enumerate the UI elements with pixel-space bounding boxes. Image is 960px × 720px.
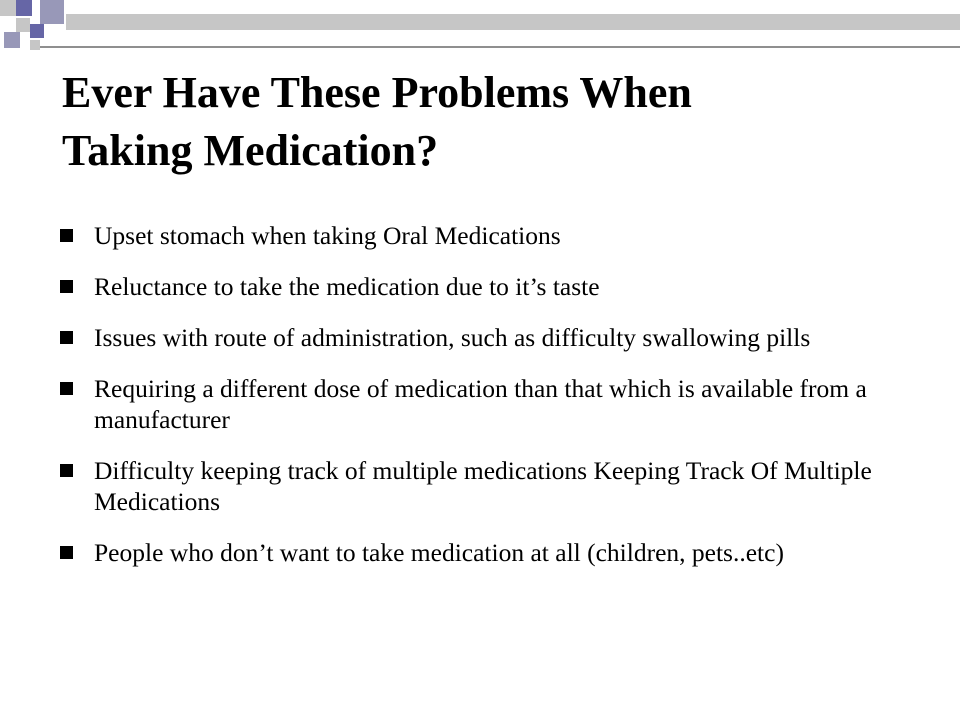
bullet-text: Reluctance to take the medication due to it’s taste <box>94 272 600 301</box>
bullet-text: Upset stomach when taking Oral Medications <box>94 221 561 250</box>
bullet-item <box>60 322 920 353</box>
slide-title-line-1: Ever Have These Problems When <box>62 68 692 117</box>
slide-title-line-2: Taking Medication? <box>62 126 439 175</box>
bullet-list <box>60 220 920 588</box>
square-bullet-icon <box>60 280 73 293</box>
square-bullet-icon <box>60 229 73 242</box>
header-bar <box>66 14 960 30</box>
header-divider-line <box>40 46 960 48</box>
square-bullet-icon <box>60 464 73 477</box>
bullet-item <box>60 373 920 435</box>
corner-square-6 <box>4 32 20 48</box>
corner-square-3 <box>40 0 64 24</box>
corner-square-1 <box>0 0 16 16</box>
corner-square-4 <box>16 18 30 32</box>
square-bullet-icon <box>60 331 73 344</box>
bullet-text: People who don’t want to take medication at all (children, pets..etc) <box>94 538 784 567</box>
square-bullet-icon <box>60 546 73 559</box>
bullet-item <box>60 220 920 251</box>
bullet-item <box>60 455 920 517</box>
bullet-text: Difficulty keeping track of multiple medications Keeping Track Of Multiple Medications <box>94 456 872 516</box>
slide-title <box>62 64 922 180</box>
bullet-text: Issues with route of administration, such as difficulty swallowing pills <box>94 323 811 352</box>
bullet-text: Requiring a different dose of medication than that which is available from a manufacturer <box>94 374 867 434</box>
bullet-item <box>60 537 920 568</box>
square-bullet-icon <box>60 382 73 395</box>
corner-square-7 <box>30 40 40 50</box>
corner-square-5 <box>30 24 44 38</box>
bullet-item <box>60 271 920 302</box>
corner-square-2 <box>16 0 32 16</box>
